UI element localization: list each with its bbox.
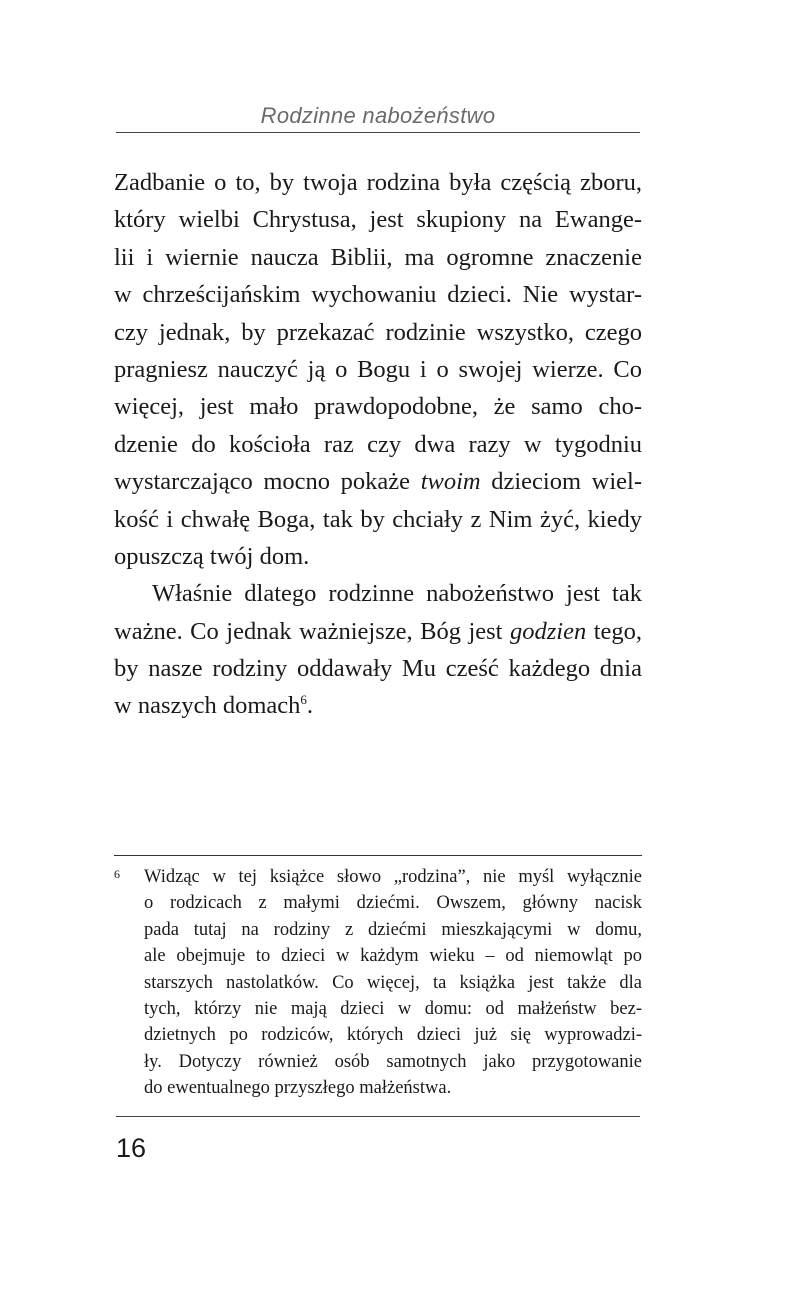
paragraph-line: by nasze rodziny oddawały Mu cześć każdego dnia [114, 655, 642, 683]
paragraph-line: w chrześcijańskim wychowaniu dzieci. Nie wystar- [114, 281, 642, 309]
paragraph-line: kość i chwałę Boga, tak by chciały z Nim żyć, kiedy [114, 505, 642, 533]
emphasis-text: godzien [509, 617, 587, 645]
text-run: tego, [586, 617, 642, 645]
footnote-line: dzietnych po rodziców, których dzieci już się wyprowadzi- [144, 1025, 642, 1046]
footnote-line: ale obejmuje to dzieci w każdym wieku – od niemowląt po [144, 946, 642, 967]
paragraph-line: Właśnie dlatego rodzinne nabożeństwo jest tak [152, 580, 642, 608]
footnote-body [144, 864, 642, 1102]
paragraph-line: czy jednak, by przekazać rodzinie wszystko, czego [114, 318, 642, 346]
footnote-line: do ewentualnego przyszłego małżeństwa. [144, 1078, 452, 1099]
header-rule [116, 132, 640, 133]
footer-rule [116, 1116, 640, 1117]
footnote-line: tych, którzy nie mają dzieci w domu: od małżeństw bez- [144, 998, 642, 1019]
paragraph-line: dzenie do kościoła raz czy dwa razy w tygodniu [114, 430, 642, 458]
paragraph-line [114, 613, 642, 650]
footnote [114, 864, 642, 1102]
paragraph-line: opuszczą twój dom. [114, 542, 310, 570]
footnote-rule [114, 855, 642, 856]
text-run: w naszych domach [114, 692, 301, 720]
footnote-line: o rodzicach z małymi dziećmi. Owszem, główny nacisk [144, 893, 642, 914]
emphasis-text: twoim [420, 468, 481, 496]
main-text [114, 164, 642, 725]
paragraph-line: więcej, jest mało prawdopodobne, że samo cho- [114, 393, 642, 421]
paragraph-line [114, 463, 642, 500]
paragraph-line: lii i wiernie naucza Biblii, ma ogromne znaczenie [114, 243, 642, 271]
paragraph-line [114, 687, 642, 724]
page-number: 16 [116, 1133, 147, 1163]
text-run: ważne. Co jednak ważniejsze, Bóg jest [114, 617, 510, 645]
footnote-reference[interactable]: 6 [300, 692, 307, 708]
paragraph-line: pragniesz nauczyć ją o Bogu i o swojej wierze. Co [114, 355, 642, 383]
text-run: dzieciom wiel- [480, 468, 642, 496]
running-header: Rodzinne nabożeństwo [260, 103, 496, 128]
footnote-line: ły. Dotyczy również osób samotnych jako przygotowanie [144, 1051, 642, 1072]
footnote-line: starszych nastolatków. Co więcej, ta książka jest także dla [144, 972, 642, 993]
footnote-line: pada tutaj na rodziny z dziećmi mieszkającymi w domu, [144, 919, 642, 940]
footnote-line: Widząc w tej książce słowo „rodzina”, nie myśl wyłącznie [144, 867, 642, 887]
footnote-marker: 6 [114, 867, 120, 881]
text-run: . [306, 692, 314, 720]
paragraph-line: który wielbi Chrystusa, jest skupiony na Ewange- [114, 206, 642, 234]
text-run: wystarczająco mocno pokaże [114, 468, 421, 496]
paragraph-line: Zadbanie o to, by twoja rodzina była częścią zboru, [114, 169, 642, 196]
